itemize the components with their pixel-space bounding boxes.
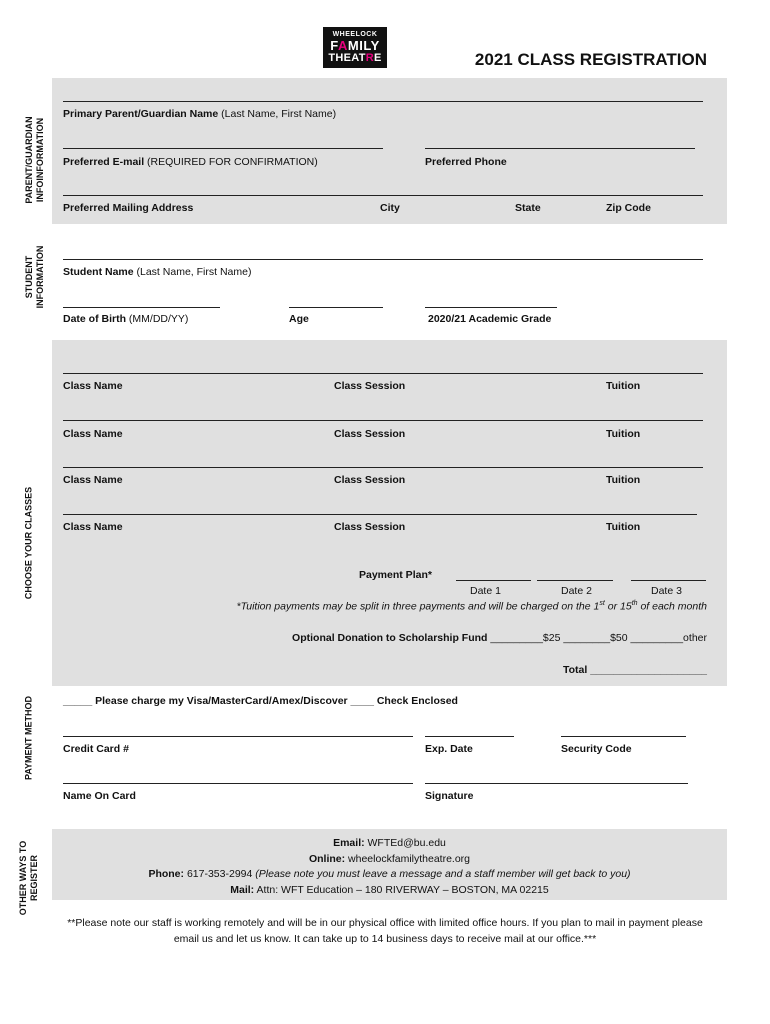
class-name-label: Class Name (63, 380, 123, 392)
grade-label: 2020/21 Academic Grade (428, 313, 552, 325)
class-session-label: Class Session (334, 380, 406, 392)
logo-line-2: FAMILY (330, 38, 380, 53)
parent-email-field[interactable] (63, 148, 383, 149)
age-label: Age (289, 313, 309, 325)
class-name-label: Class Name (63, 428, 123, 440)
class-tuition-label: Tuition (606, 474, 641, 486)
class-row-3-field[interactable] (63, 467, 703, 468)
parent-name-field[interactable] (63, 101, 703, 102)
class-session-label: Class Session (334, 521, 406, 533)
student-name-field[interactable] (63, 259, 703, 260)
payment-date-3-field[interactable] (631, 580, 706, 581)
contact-email: Email: WFTEd@bu.edu (333, 837, 446, 849)
zip-label: Zip Code (606, 202, 651, 214)
side-label-parent: PARENT/GUARDIAN INFOINFORMATION (24, 116, 45, 204)
class-name-label: Class Name (63, 521, 123, 533)
student-name-label: Student Name (Last Name, First Name) (63, 266, 252, 278)
city-label: City (380, 202, 400, 214)
page-title: 2021 CLASS REGISTRATION (474, 50, 707, 69)
donation-row[interactable]: Optional Donation to Scholarship Fund _________$25 ________$50 _________other (292, 632, 707, 644)
class-session-label: Class Session (334, 474, 406, 486)
parent-email-label: Preferred E-mail (REQUIRED FOR CONFIRMATION) (63, 156, 318, 168)
exp-date-field[interactable] (425, 736, 514, 737)
side-label-payment: PAYMENT METHOD (23, 695, 34, 781)
class-row-2-field[interactable] (63, 420, 703, 421)
parent-phone-label: Preferred Phone (425, 156, 507, 168)
tuition-split-note: *Tuition payments may be split in three payments and will be charged on the 1st or 15th of each month (236, 600, 707, 613)
parent-address-field[interactable] (63, 195, 703, 196)
date-2-label: Date 2 (561, 585, 592, 597)
name-on-card-field[interactable] (63, 783, 413, 784)
grade-field[interactable] (425, 307, 557, 308)
class-name-label: Class Name (63, 474, 123, 486)
credit-card-field[interactable] (63, 736, 413, 737)
security-code-label: Security Code (561, 743, 632, 755)
payment-date-2-field[interactable] (537, 580, 613, 581)
total-field[interactable]: Total ____________________ (562, 664, 707, 676)
class-session-label: Class Session (334, 428, 406, 440)
date-3-label: Date 3 (651, 585, 682, 597)
logo-line-1: WHEELOCK (332, 31, 378, 38)
class-tuition-label: Tuition (606, 380, 641, 392)
signature-label: Signature (425, 790, 474, 802)
payment-date-1-field[interactable] (456, 580, 531, 581)
dob-field[interactable] (63, 307, 220, 308)
age-field[interactable] (289, 307, 383, 308)
class-row-1-field[interactable] (63, 373, 703, 374)
state-label: State (515, 202, 541, 214)
logo-line-3: THEATRE (328, 52, 382, 64)
exp-date-label: Exp. Date (425, 743, 473, 755)
payment-plan-label: Payment Plan* (359, 569, 432, 581)
side-label-other: OTHER WAYS TO REGISTER (18, 840, 39, 916)
date-1-label: Date 1 (470, 585, 501, 597)
payment-type-options[interactable]: _____ Please charge my Visa/MasterCard/Amex/Discover ____ Check Enclosed (63, 695, 458, 707)
signature-field[interactable] (425, 783, 688, 784)
class-row-4-field[interactable] (63, 514, 697, 515)
class-tuition-label: Tuition (606, 428, 641, 440)
side-label-classes: CHOOSE YOUR CLASSES (23, 486, 34, 600)
credit-card-label: Credit Card # (63, 743, 129, 755)
contact-online: Online: wheelockfamilytheatre.org (308, 853, 471, 865)
contact-phone: Phone: 617-353-2994 (Please note you must leave a message and a staff member will get back to you) (148, 868, 631, 880)
name-on-card-label: Name On Card (63, 790, 136, 802)
contact-mail: Mail: Attn: WFT Education – 180 RIVERWAY – BOSTON, MA 02215 (230, 884, 549, 896)
parent-phone-field[interactable] (425, 148, 695, 149)
parent-name-label: Primary Parent/Guardian Name (Last Name, First Name) (63, 108, 337, 120)
wheelock-logo (323, 27, 387, 68)
side-label-student: STUDENT INFORMATION (24, 245, 45, 309)
dob-label: Date of Birth (MM/DD/YY) (63, 313, 189, 325)
security-code-field[interactable] (561, 736, 686, 737)
class-tuition-label: Tuition (606, 521, 641, 533)
address-label: Preferred Mailing Address (63, 202, 194, 214)
footer-note: **Please note our staff is working remotely and will be in our physical office with limited office hours. If you plan to mail in payment please email us and let us know. It can take up to 14 business days to receive mail at our office.*** (67, 917, 703, 945)
